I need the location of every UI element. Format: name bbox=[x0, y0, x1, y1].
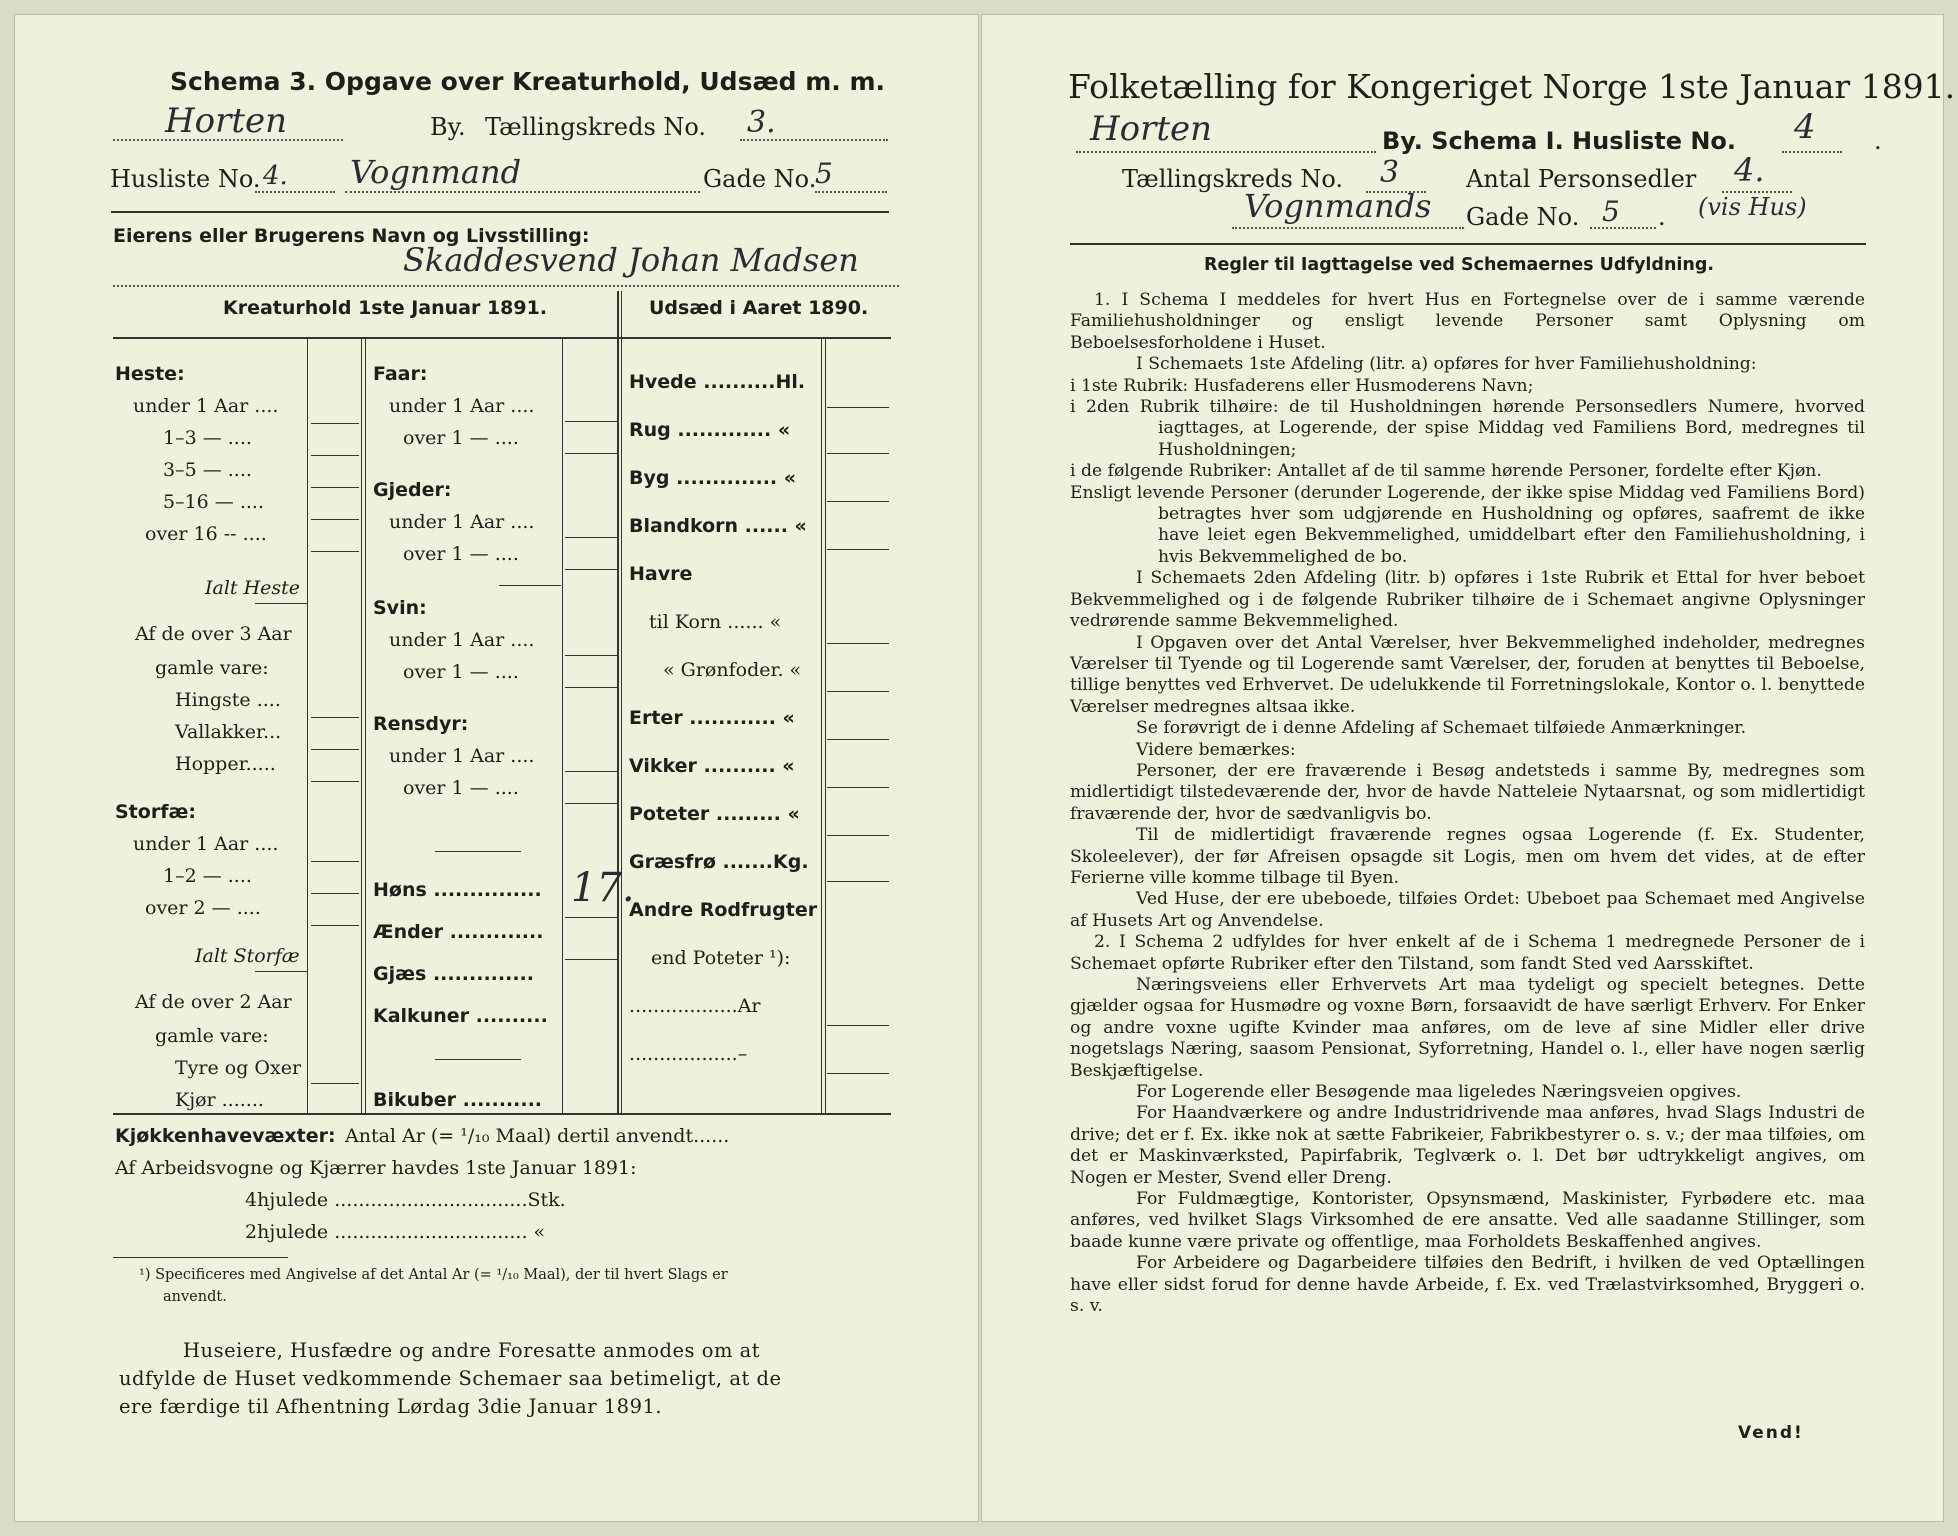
kjokkenhave-rest: Antal Ar (= ¹/₁₀ Maal) dertil anvendt...... bbox=[345, 1125, 730, 1147]
col3-row: Hvede ..........Hl. bbox=[629, 371, 806, 393]
col2-row: under 1 Aar .... bbox=[389, 629, 535, 651]
col1-row: Storfæ: bbox=[115, 801, 196, 823]
col1-row: Kjør ....... bbox=[175, 1089, 264, 1111]
col3-row: ..................Ar bbox=[629, 995, 761, 1017]
col2-row: Høns ............... bbox=[373, 879, 542, 901]
col1-row: 1–3 — .... bbox=[163, 427, 252, 449]
col1-row: over 16 -- .... bbox=[145, 523, 267, 545]
udsaed-header: Udsæd i Aaret 1890. bbox=[649, 297, 869, 319]
col1-row: gamle vare: bbox=[155, 657, 269, 679]
rule-2e: For Fuldmægtige, Kontorister, Opsynsmænd, Maskinister, Fyrbødere etc. maa anføres, ved hvilket Slags Virksomhed de ere ansatte. Ved alle saadanne Stillinger, som baade kunne være private og offentlige, maa Forholdets Beskaffenhed angives. bbox=[1070, 1189, 1865, 1252]
rule-2c: For Logerende eller Besøgende maa ligeledes Næringsveien opgives. bbox=[1136, 1082, 1742, 1103]
rules-text bbox=[1070, 290, 1865, 1318]
col3-row: Vikker .......... « bbox=[629, 755, 795, 777]
col1-row: 1–2 — .... bbox=[163, 865, 252, 887]
rule-1j: Videre bemærkes: bbox=[1136, 739, 1296, 760]
rule-1e: i de følgende Rubriker: Antallet af de til samme hørende Personer, fordelte efter Kjøn. bbox=[1070, 461, 1822, 482]
footnote-line2: anvendt. bbox=[163, 1289, 227, 1305]
col1-row: 3–5 — .... bbox=[163, 459, 252, 481]
col2-row: Gjeder: bbox=[373, 479, 452, 501]
col1-row: over 2 — .... bbox=[145, 897, 261, 919]
hw-town: Horten bbox=[1090, 109, 1213, 149]
vend-label: Vend! bbox=[1738, 1423, 1804, 1443]
rules-title: Regler til Iagttagelse ved Schemaernes Udfyldning. bbox=[1204, 255, 1715, 275]
kjokkenhave-line: Kjøkkenhavevæxter: bbox=[115, 1125, 336, 1147]
col1-row: Af de over 3 Aar bbox=[135, 623, 292, 645]
rule-1l: Til de midlertidigt fraværende regnes ogsaa Logerende (f. Ex. Studenter, Skoleelever), der før Afreisen opsagde sit Logis, men om hvem det vides, at de efter Ferierne ville komme tilbage til Byen. bbox=[1070, 825, 1865, 888]
col1-row: 5–16 — .... bbox=[163, 491, 265, 513]
kreds-label: Tællingskreds No. bbox=[1122, 165, 1344, 193]
col3-row: « Grønfoder. « bbox=[663, 659, 802, 681]
col2-row: Svin: bbox=[373, 597, 427, 619]
col1-row: gamle vare: bbox=[155, 1025, 269, 1047]
kreds-label: Tællingskreds No. bbox=[485, 113, 707, 141]
col2-row: over 1 — .... bbox=[403, 427, 519, 449]
col1-row: Af de over 2 Aar bbox=[135, 991, 292, 1013]
footnote-line1: ¹) Specificeres med Angivelse af det Antal Ar (= ¹/₁₀ Maal), der til hvert Slags er bbox=[139, 1267, 728, 1283]
rule-1i: Se forøvrigt de i denne Afdeling af Schemaet tilføiede Anmærkninger. bbox=[1136, 718, 1747, 739]
hw-owner: Skaddesvend Johan Madsen bbox=[403, 241, 859, 279]
hw-husliste: 4. bbox=[263, 161, 288, 191]
col2-row: under 1 Aar .... bbox=[389, 745, 535, 767]
husliste-label: Husliste No. bbox=[110, 165, 261, 193]
note-line3: ere færdige til Afhentning Lørdag 3die Januar 1891. bbox=[119, 1395, 663, 1418]
col3-row: til Korn ...... « bbox=[649, 611, 782, 633]
rule-2f: For Arbeidere og Dagarbeidere tilføies den Bedrift, i hvilken de ved Optællingen have eller sidst forud for denne havde Arbeide, f. Ex. ved Trælastvirksomhed, Bryggeri o. s. v. bbox=[1070, 1253, 1865, 1317]
col1-row: Tyre og Oxer bbox=[175, 1057, 302, 1079]
kreatur-header: Kreaturhold 1ste Januar 1891. bbox=[223, 297, 548, 319]
note-line1: Huseiere, Husfædre og andre Foresatte anmodes om at bbox=[183, 1339, 761, 1362]
hw-extra: (vis Hus) bbox=[1698, 193, 1807, 221]
col3-row: Græsfrø .......Kg. bbox=[629, 851, 809, 873]
arbeidsvogne-text: Af Arbeidsvogne og Kjærrer havdes 1ste Januar 1891: bbox=[115, 1157, 637, 1179]
col3-row: Blandkorn ...... « bbox=[629, 515, 807, 537]
rule-1c: i 1ste Rubrik: Husfaderens eller Husmoderens Navn; bbox=[1070, 375, 1534, 396]
col3-row: end Poteter ¹): bbox=[651, 947, 791, 969]
hw-street: Vognmands bbox=[1244, 187, 1432, 225]
to-hjulede: 2hjulede ................................ « bbox=[245, 1221, 546, 1243]
hw-antal: 4. bbox=[1734, 151, 1765, 189]
note-line2: udfylde de Huset vedkommende Schemaer saa betimeligt, at de bbox=[119, 1367, 782, 1390]
schema1-line: By. Schema I. Husliste No. bbox=[1382, 127, 1737, 155]
col3-row: Erter ............ « bbox=[629, 707, 795, 729]
rule-1k: Personer, der ere fraværende i Besøg andetsteds i samme By, medregnes som midlertidigt tilstedeværende der, hvor de havde Natteleie Nytaarsnat, og som midlertidigt fraværende der, hvor de sædvanligvis bo. bbox=[1070, 760, 1865, 824]
col1-row: Vallakker... bbox=[175, 721, 282, 743]
hw-gade: 5 bbox=[815, 157, 833, 190]
col2-row: over 1 — .... bbox=[403, 661, 519, 683]
col2-row: Kalkuner .......... bbox=[373, 1005, 548, 1027]
col3-row: Havre bbox=[629, 563, 693, 585]
hw-gade: 5 bbox=[1602, 195, 1620, 228]
col2-row: under 1 Aar .... bbox=[389, 395, 535, 417]
dot-end: . bbox=[1874, 127, 1882, 155]
col3-row: ..................– bbox=[629, 1043, 748, 1065]
rule-1f: Ensligt levende Personer (derunder Logerende, der ikke spise Middag ved Familiens Bord) betragtes hver som udgjørende en Husholdning og opføres, saafremt de ikke have leiet egen Bekvemmelighed, umiddelbart efter den Familiehusholdning, i hvis Bekvemmelighed de bo. bbox=[1070, 482, 1865, 567]
col3-row: Byg .............. « bbox=[629, 467, 797, 489]
col2-row: Rensdyr: bbox=[373, 713, 469, 735]
owner-label: Eierens eller Brugerens Navn og Livsstilling: bbox=[113, 225, 590, 247]
hw-husliste: 4 bbox=[1794, 107, 1816, 147]
left-page bbox=[14, 14, 979, 1522]
gade-label: Gade No. bbox=[1466, 203, 1580, 231]
col1-row: under 1 Aar .... bbox=[133, 395, 279, 417]
col2-row: Ænder ............. bbox=[373, 921, 544, 943]
by-label: By. bbox=[430, 113, 466, 141]
col2-row: Faar: bbox=[373, 363, 428, 385]
right-page bbox=[981, 14, 1956, 1522]
census-title: Folketælling for Kongeriget Norge 1ste Januar 1891. bbox=[1068, 67, 1956, 106]
col1-row: Heste: bbox=[115, 363, 185, 385]
fire-hjulede: 4hjulede ................................Stk. bbox=[245, 1189, 566, 1211]
rule-2b: Næringsveiens eller Erhvervets Art maa tydeligt og specielt betegnes. Dette gjælder ogsaa for Husmødre og voxne Børn, forsaavidt de have særligt Erhverv. For Enker og andre voxne ugifte Kvinder maa anføres, om de leve af sine Midler eller drive nogetslags Næring, saasom Pensionat, Syforretning, Handel o. l., eller have nogen særlig Beskjæftigelse. bbox=[1070, 975, 1865, 1081]
rule-2d: For Haandværkere og andre Industridrivende maa anføres, hvad Slags Industri de drive; det er f. Ex. ikke nok at sætte Fabrikeier, Fabrikbestyrer o. s. v.; der maa tilføies, om det er Maskinværksted, Papirfabrik, Teglværk o. l. Det bør udtrykkeligt angives, om Nogen er Mester, Svend eller Dreng. bbox=[1070, 1103, 1865, 1188]
rule-1g: I Schemaets 2den Afdeling (litr. b) opføres i 1ste Rubrik et Ettal for hver beboet Bekvemmelighed og i de følgende Rubriker tilhøire de i Schemaet angivne Oplysninger vedrørende samme Bekvemmelighed. bbox=[1070, 568, 1865, 632]
rule-1h: I Opgaven over det Antal Værelser, hver Bekvemmelighed indeholder, medregnes Værelser til Tyende og til Logerende samt Værelser, der, foruden at benyttes til Beboelse, tillige benyttes ved Erhvervet. De udelukkende til Forretningslokale, Kontor o. l. benyttede Værelser medregnes altsaa ikke. bbox=[1070, 632, 1865, 717]
col2-row: over 1 — .... bbox=[403, 543, 519, 565]
hw-kreds: 3 bbox=[1380, 155, 1400, 190]
rule-1b: I Schemaets 1ste Afdeling (litr. a) opføres for hver Familiehusholdning: bbox=[1136, 354, 1757, 375]
dot-end-2: . bbox=[1658, 203, 1666, 231]
rule-1m: Ved Huse, der ere ubeboede, tilføies Ordet: Ubeboet paa Schemaet med Angivelse af Husets Art og Anvendelse. bbox=[1070, 889, 1865, 931]
rule-2a: 2. I Schema 2 udfyldes for hver enkelt af de i Schema 1 medregnede Personer de i Schemaet opførte Rubriker efter den Tilstand, som fandt Sted ved Aarsskiftet. bbox=[1070, 932, 1865, 974]
col1-row: Hopper..... bbox=[175, 753, 276, 775]
hw-kreds: 3. bbox=[747, 105, 776, 140]
col2-row: Bikuber ........... bbox=[373, 1089, 543, 1111]
col3-row: Poteter ......... « bbox=[629, 803, 800, 825]
col1-row: Hingste .... bbox=[175, 689, 281, 711]
col3-row: Rug ............. « bbox=[629, 419, 791, 441]
col3-row: Andre Rodfrugter bbox=[629, 899, 818, 921]
hw-town: Horten bbox=[165, 101, 288, 141]
schema3-title: Schema 3. Opgave over Kreaturhold, Udsæd m. m. bbox=[170, 67, 886, 96]
rule-1d: i 2den Rubrik tilhøire: de til Husholdningen hørende Personsedlers Numere, hvorved iagttages, at Logerende, der spise Middag ved Familiens Bord, medregnes til Husholdningen; bbox=[1070, 397, 1865, 460]
rule-1a: 1. I Schema I meddeles for hvert Hus en Fortegnelse over de i samme værende Familiehusholdninger og ensligt levende Personer samt Oplysning om Beboelsesforholdene i Huset. bbox=[1070, 290, 1865, 353]
gade-label: Gade No. bbox=[703, 165, 817, 193]
col1-row: Ialt Heste bbox=[205, 577, 301, 599]
col2-row: under 1 Aar .... bbox=[389, 511, 535, 533]
antal-label: Antal Personsedler bbox=[1466, 165, 1697, 193]
col1-row: Ialt Storfæ bbox=[195, 945, 300, 967]
col2-row: Gjæs .............. bbox=[373, 963, 534, 985]
col2-row: over 1 — .... bbox=[403, 777, 519, 799]
hw-street: Vognmand bbox=[350, 153, 522, 191]
col1-row: under 1 Aar .... bbox=[133, 833, 279, 855]
hw-hons-count: 17. bbox=[571, 865, 635, 911]
